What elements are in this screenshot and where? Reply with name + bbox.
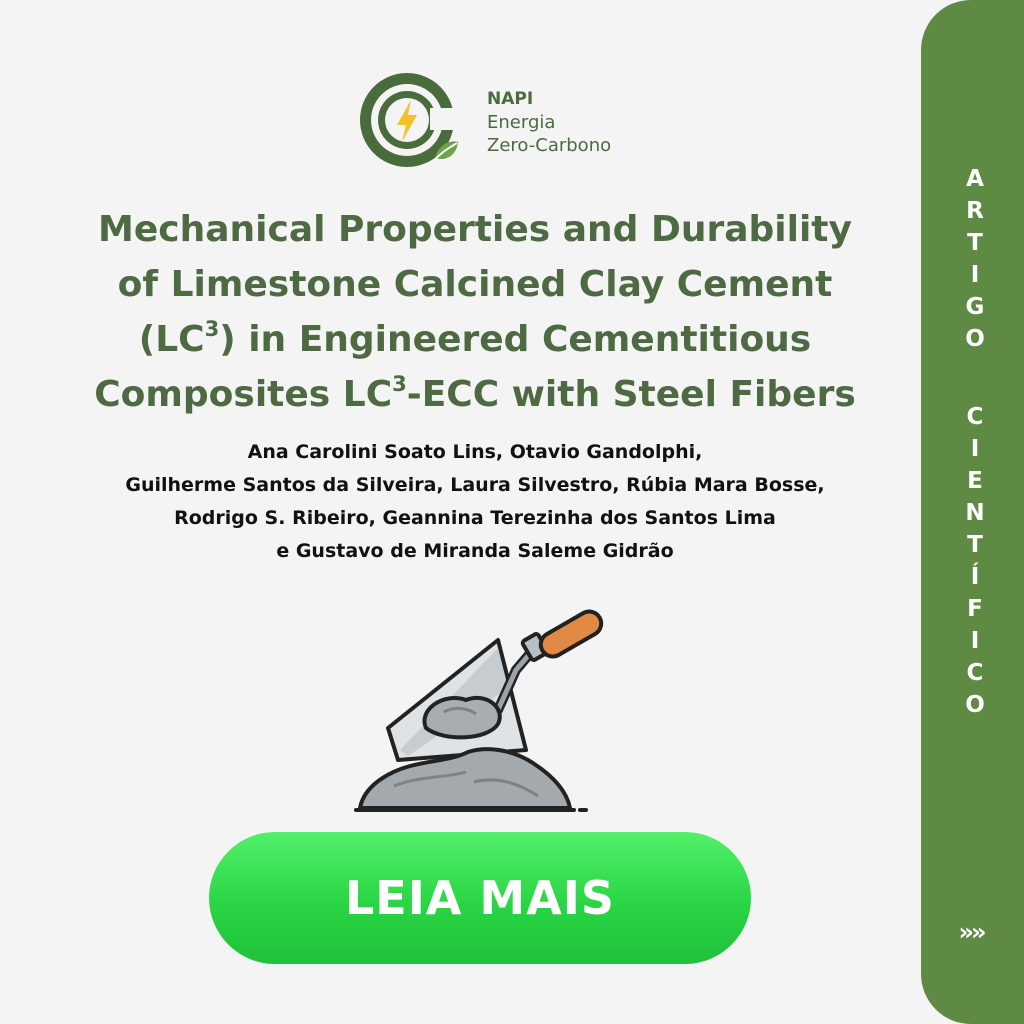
sidebar-letter: Í xyxy=(970,564,980,590)
sidebar-letter: O xyxy=(965,692,985,718)
sidebar-letter: C xyxy=(966,404,984,430)
article-title xyxy=(60,202,890,422)
author-line: e Gustavo de Miranda Saleme Gidrão xyxy=(276,540,674,562)
author-line: Guilherme Santos da Silveira, Laura Silvestro, Rúbia Mara Bosse, xyxy=(125,474,825,496)
title-line3-pre: (LC xyxy=(138,319,205,360)
logo-brand: NAPI xyxy=(487,89,534,109)
sidebar-letter: T xyxy=(967,532,983,558)
sidebar-letter: F xyxy=(967,596,983,622)
logo xyxy=(357,70,627,170)
trowel-cement-illustration xyxy=(348,600,618,824)
authors xyxy=(60,436,890,568)
sidebar-letter: I xyxy=(970,628,980,654)
title-line2: of Limestone Calcined Clay Cement xyxy=(117,264,833,305)
title-line4-pre: Composites LC xyxy=(94,374,393,415)
title-line3-sup: 3 xyxy=(204,317,220,341)
author-line: Rodrigo S. Ribeiro, Geannina Terezinha dos Santos Lima xyxy=(174,507,776,529)
sidebar-letter: O xyxy=(965,326,985,352)
sidebar-letter: A xyxy=(966,166,984,192)
sidebar-letter: R xyxy=(966,198,984,224)
triple-chevron-right-icon[interactable]: »» xyxy=(958,918,984,946)
title-line1: Mechanical Properties and Durability xyxy=(98,209,852,250)
sidebar-letter: E xyxy=(967,468,983,494)
napi-logo-icon xyxy=(357,70,467,180)
vertical-label xyxy=(921,163,1024,721)
read-more-label: LEIA MAIS xyxy=(344,871,616,925)
sidebar-letter: I xyxy=(970,436,980,462)
logo-line2: Zero-Carbono xyxy=(487,135,612,156)
sidebar-letter: G xyxy=(965,294,985,320)
logo-line1: Energia xyxy=(487,112,556,133)
title-line4-post: -ECC with Steel Fibers xyxy=(406,374,856,415)
sidebar-letter: C xyxy=(966,660,984,686)
sidebar-letter: N xyxy=(965,500,985,526)
sidebar-letter: I xyxy=(970,262,980,288)
read-more-button[interactable] xyxy=(209,832,751,964)
sidebar-letter: T xyxy=(967,230,983,256)
author-line: Ana Carolini Soato Lins, Otavio Gandolphi, xyxy=(247,441,703,463)
title-line4-sup: 3 xyxy=(392,372,407,396)
title-line3-post: ) in Engineered Cementitious xyxy=(219,319,812,360)
sidebar-tab xyxy=(921,0,1024,1024)
